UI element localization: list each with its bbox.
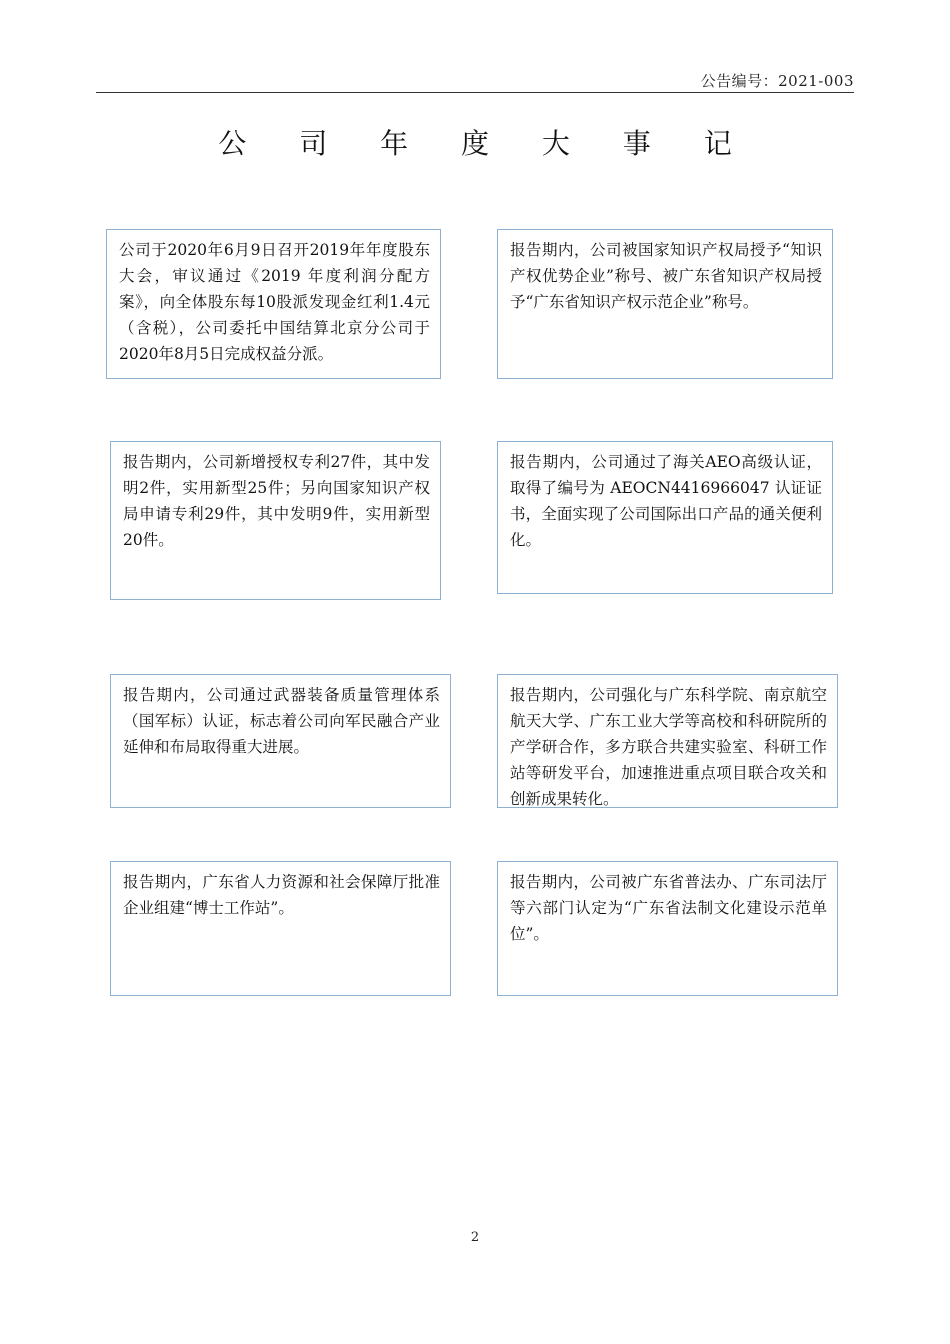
event-box-patents <box>110 441 441 600</box>
event-text: 报告期内，公司强化与广东科学院、南京航空航天大学、广东工业大学等高校和科研院所的产学研合作，多方联合共建实验室、科研工作站等研发平台，加速推进重点项目联合攻关和创新成果转化。 <box>510 686 827 808</box>
event-box-aeo-certification <box>497 441 833 594</box>
event-text: 报告期内，广东省人力资源和社会保障厅批准企业组建“博士工作站”。 <box>123 873 440 917</box>
event-box-ip-award <box>497 229 833 379</box>
event-text: 公司于2020年6月9日召开2019年年度股东大会，审议通过《2019 年度利润分配方案》，向全体股东每10股派发现金红利1.4元（含税），公司委托中国结算北京分公司于2020年8月5日完成权益分派。 <box>119 241 430 363</box>
event-text: 报告期内，公司被广东省普法办、广东司法厅等六部门认定为“广东省法制文化建设示范单位”。 <box>510 873 827 943</box>
event-box-postdoc-station <box>110 861 451 996</box>
event-text: 报告期内，公司通过了海关AEO高级认证，取得了编号为 AEOCN4416966047 认证证书，全面实现了公司国际出口产品的通关便利化。 <box>510 453 822 549</box>
event-text: 报告期内，公司通过武器装备质量管理体系（国军标）认证，标志着公司向军民融合产业延伸和布局取得重大进展。 <box>123 686 440 756</box>
event-text: 报告期内，公司被国家知识产权局授予“知识产权优势企业”称号、被广东省知识产权局授予“广东省知识产权示范企业”称号。 <box>510 241 822 311</box>
event-box-legal-culture <box>497 861 838 996</box>
page-title: 公 司 年 度 大 事 记 <box>218 127 754 160</box>
event-box-research-cooperation <box>497 674 838 808</box>
event-box-dividend <box>106 229 441 379</box>
page-number: 2 <box>470 1230 480 1245</box>
event-box-military-quality <box>110 674 451 808</box>
event-text: 报告期内，公司新增授权专利27件，其中发明2件，实用新型25件；另向国家知识产权局申请专利29件，其中发明9件，实用新型20件。 <box>123 453 430 549</box>
announcement-number: 公告编号：2021-003 <box>700 72 854 90</box>
header-divider <box>96 92 854 93</box>
